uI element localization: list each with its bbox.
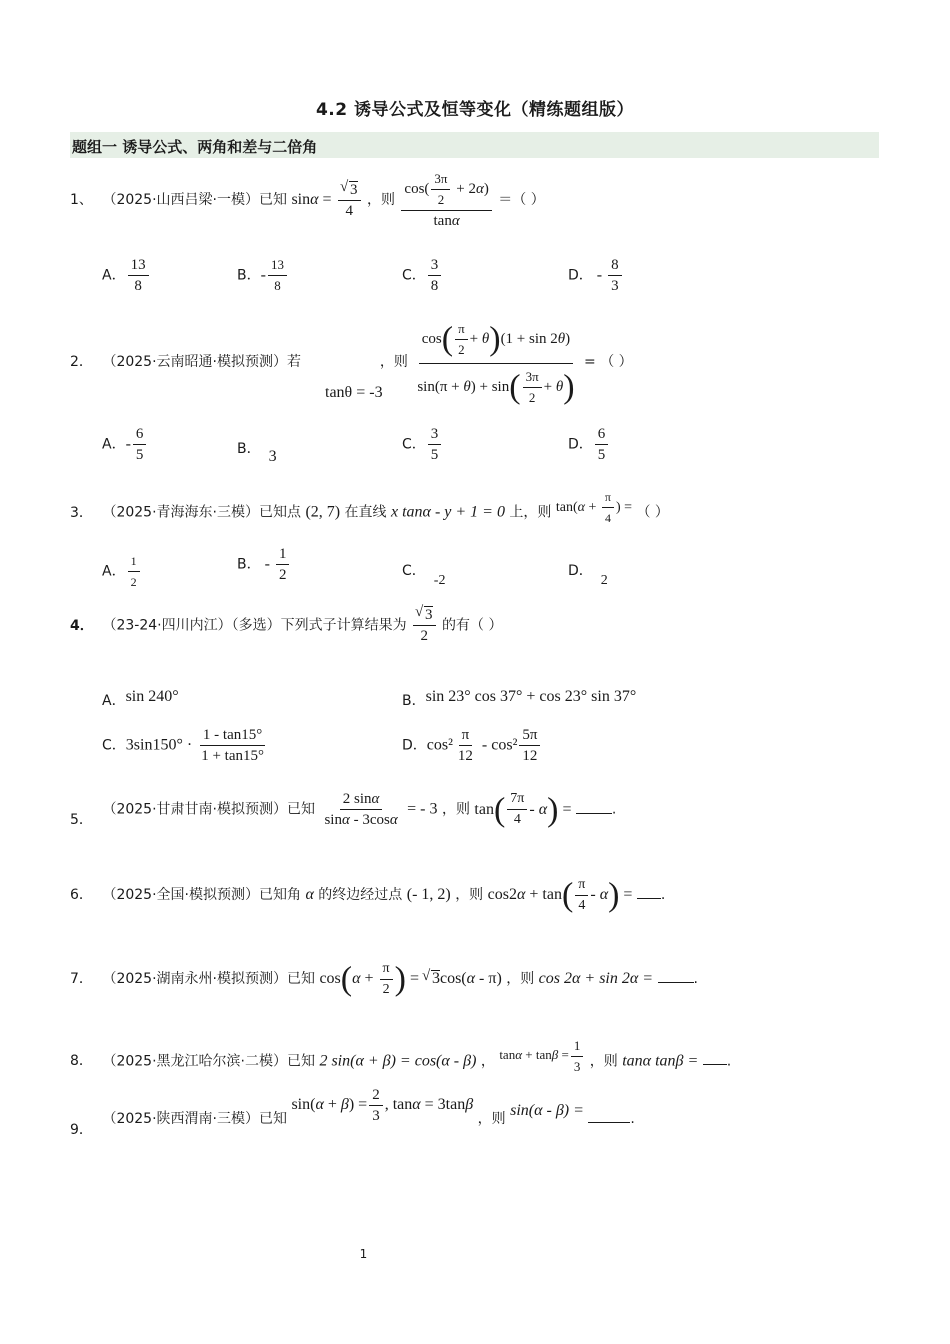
question-number: 8． [70,1053,93,1070]
answer-blank[interactable] [658,982,694,983]
point: (2, 7) [305,503,341,521]
option-label: A． [102,436,126,453]
question-text: ，则 [477,1111,506,1128]
option-label: A． [102,563,126,580]
option-value: 3 [268,448,277,465]
option-c [402,560,446,588]
option-label: B． [237,441,261,457]
option-b [237,438,277,465]
page-number: 1 [359,1247,368,1261]
option-label: B． [402,693,426,709]
math-frac: $\frac{1 - \tan 15^\circ}{1 + \tan 15^\circ}$ [201,727,264,764]
math-frac: $\frac{3}{8}$ [428,256,442,295]
option-d [568,560,608,588]
question-text: 的终边经过点 [318,887,403,904]
question-number: 2． [70,354,93,370]
math-frac: $\frac{\pi}{12}$ [457,727,473,764]
math-expr: sinα = [291,191,332,208]
math-frac: cos( $\frac{3\pi}{2}$ + 2α) tanα [401,170,491,230]
section-title: 题组一 诱导公式、两角和差与二倍角 [72,138,318,156]
point: (- 1, 2) [406,886,451,904]
option-label: C． [402,267,426,284]
math-frac: $\frac{1}{2}$ [276,545,290,584]
question-text: ，则 [379,354,408,370]
option-a [102,552,142,591]
question-source: （2025·黑龙江哈尔滨·二模）已知 [102,1053,315,1070]
question-tail: = （ ） [584,354,633,370]
option-a: A．- $\frac{6}{5}$ [102,425,148,464]
option-d: D． - $\frac{8}{3}$ [568,256,624,295]
question-source: （2025·青海海东·三模）已知点 [102,504,301,521]
question-tail: 的有（ ） [442,617,503,634]
option-a [102,690,179,710]
math-frac: $\frac{13}{8}$ [128,256,149,295]
math-expr: cos2α + tan( $\frac{\pi}{4}$ - α) = [487,876,633,914]
math-expr: 2 sin(α + β) = cos(α - β) [319,1052,477,1070]
answer-blank[interactable] [588,1122,630,1123]
answer-blank[interactable] [637,898,661,899]
option-value: sin 23° cos 37° + cos 23° sin 37° [425,688,637,705]
math-frac: $\frac{6}{5}$ [133,425,147,464]
question-text2: ，则 [589,1053,618,1070]
math-frac: $\frac{1}{2}$ [128,552,140,591]
option-a [102,256,151,295]
math-expr: tan(α + $\frac{\pi}{4}$ ) = [555,490,633,525]
math-frac: $\frac{3}{5}$ [428,425,442,464]
math-expr: sin(α + β) = $\frac{2}{3}$ , tanα = 3tanβ [291,1087,474,1124]
question-number: 7． [70,971,93,988]
math-expr: tanα + tanβ = $\frac{1}{3}$ [499,1047,585,1062]
math-frac: cos( $\frac{\pi}{2}$ + θ)(1 + sin 2θ) sin(π + θ) + sin( $\frac{3\pi}{2}$ + θ) [417,320,575,406]
question-source: （23-24·四川内江）（多选）下列式子计算结果为 [102,617,407,634]
question-4 [70,606,502,645]
question-tail: ＝（ ） [498,192,545,208]
question-source: （2025·陕西渭南·三模）已知 [102,1111,287,1128]
question-source: （2025·甘肃甘南·模拟预测）已知 [102,801,315,818]
question-7: 7． （2025·湖南永州·模拟预测）已知 cos(α + $\frac{\pi}{2}$ ) = √ 3cos(α - π) ，则 cos 2α + sin 2α = . [70,960,698,999]
question-number: 3． [70,504,93,521]
question-text2: 上，则 [509,504,552,521]
option-b [402,690,636,710]
math-frac: $\frac{5\pi}{12}$ [519,726,540,765]
question-9: 9． （2025·陕西渭南·三模）已知 sin(α + β) = $\frac{2}{3}$ , tanα = 3tanβ ，则 sin(α - β) = . [70,1087,635,1138]
question-source: （2025·山西吕梁·一模）已知 [102,192,287,208]
answer-blank[interactable] [703,1064,727,1065]
option-label: A． [102,267,126,284]
math-frac: $\frac{2 \sin\alpha}{\sin\alpha - 3\cos\alpha}$ [324,791,398,828]
option-label: C． [102,737,126,754]
option-label: D． [568,267,593,284]
math-frac: √ $\frac{3}{2}$ [413,606,436,645]
math-expr: sin(α - β) = [510,1102,584,1120]
option-label: D． [568,563,593,579]
option-value: -2 [433,573,446,588]
question-3 [70,490,669,533]
question-text: ，则 [366,192,395,208]
question-number: 4． [70,617,94,634]
option-value: sin 240° [125,688,179,705]
question-text: ， [480,1053,495,1070]
section-header [70,132,879,158]
math-frac: $\frac{13}{8}$ [268,256,287,295]
option-label: C． [402,436,426,453]
question-number: 1、 [70,192,93,208]
question-number: 9． [70,1122,93,1138]
math-expr: tanα tanβ = [622,1052,699,1070]
option-value: 2 [600,573,608,588]
question-number: 6． [70,887,93,904]
page-title: 4.2 诱导公式及恒等变化（精练题组版） [315,100,635,120]
math-expr: cos 2α + sin 2α = [538,970,654,988]
option-value: 3sin150° [125,736,183,754]
question-6: 6． （2025·全国·模拟预测）已知角 α 的终边经过点 (- 1, 2) ，则 cos2α + tan( $\frac{\pi}{4}$ - α) = . [70,876,666,914]
option-d [568,425,610,464]
question-5: 5． （2025·甘肃甘南·模拟预测）已知 $\frac{2 \sin\alpha}{\sin\alpha - 3\cos\alpha}$ = - 3 ，则 tan( $\frac{7\pi}{4}$ - α) = . [70,790,617,829]
option-label: D． [568,436,593,453]
math-frac: $\frac{6}{5}$ [595,425,609,464]
question-source: （2025·全国·模拟预测）已知角 [102,887,301,904]
math-frac: √ $\frac{3}{4}$ [338,181,361,220]
condition: tanθ = -3 [325,384,383,401]
option-label: B． [237,267,261,284]
question-text2: ，则 [455,887,484,904]
option-label: B． [237,556,261,573]
question-2 [70,320,633,407]
math-expr: tan( $\frac{7\pi}{4}$ - α) = [474,790,572,828]
question-8: 8． （2025·黑龙江哈尔滨·二模）已知 2 sin(α + β) = cos(α - β) ， tanα + tanβ = $\frac{1}{3}$ ，则 tanα tanβ = . [70,1038,732,1074]
question-tail: （ ） [636,504,669,521]
question-source: （2025·云南昭通·模拟预测）若 [102,354,301,370]
option-value: cos² [426,736,453,754]
math-frac: $\frac{8}{3}$ [608,256,622,295]
option-label: C． [402,563,426,579]
option-label: A． [102,693,126,709]
option-c: C．3sin150° · $\frac{1 - \tan 15^\circ}{1 + \tan 15^\circ}$ [102,726,269,765]
question-text: ，则 [441,801,470,818]
option-label: D． [402,737,427,754]
line-equation: x tanα - y + 1 = 0 [391,503,505,521]
option-b: B．- $\frac{13}{8}$ [237,256,289,295]
answer-blank[interactable] [576,813,612,814]
question-1 [70,170,545,230]
option-b: B． - $\frac{1}{2}$ [237,545,291,584]
math-expr: cos(α + $\frac{\pi}{2}$ ) = √ 3cos(α - π) [319,970,501,987]
question-source: （2025·湖南永州·模拟预测）已知 [102,971,315,988]
question-text: 在直线 [344,504,387,521]
question-text: ，则 [506,971,535,988]
option-c [402,256,443,295]
question-number: 5． [70,812,93,829]
option-d: D．cos² $\frac{\pi}{12}$ - cos² $\frac{5\pi}{12}$ [402,726,542,765]
option-c [402,425,443,464]
